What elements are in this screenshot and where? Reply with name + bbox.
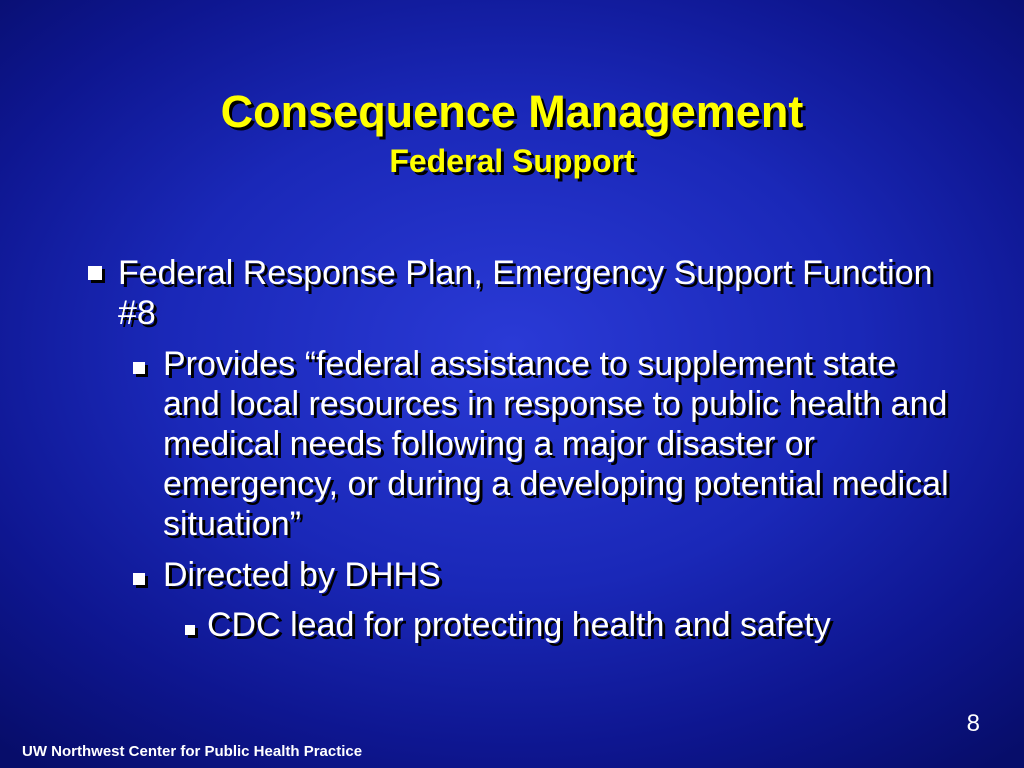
square-bullet-icon (133, 573, 145, 585)
square-bullet-icon (185, 625, 195, 635)
square-bullet-icon (88, 266, 102, 280)
square-bullet-icon (133, 362, 145, 374)
footer-text: UW Northwest Center for Public Health Practice (22, 743, 363, 760)
page-number: 8 (966, 710, 980, 737)
slide-title: Consequence Management (220, 86, 804, 137)
bullet-level-1: Federal Response Plan, Emergency Support Function #8 (118, 254, 933, 332)
bullet-level-2: Directed by DHHS (163, 556, 441, 594)
slide-subtitle: Federal Support (389, 143, 635, 179)
bullet-level-2: Provides “federal assistance to supplement state and local resources in response to public health and medical needs following a major disaster or emergency, or during a developing potential medical situation” (163, 345, 949, 543)
bullet-level-3: CDC lead for protecting health and safety (207, 606, 831, 644)
